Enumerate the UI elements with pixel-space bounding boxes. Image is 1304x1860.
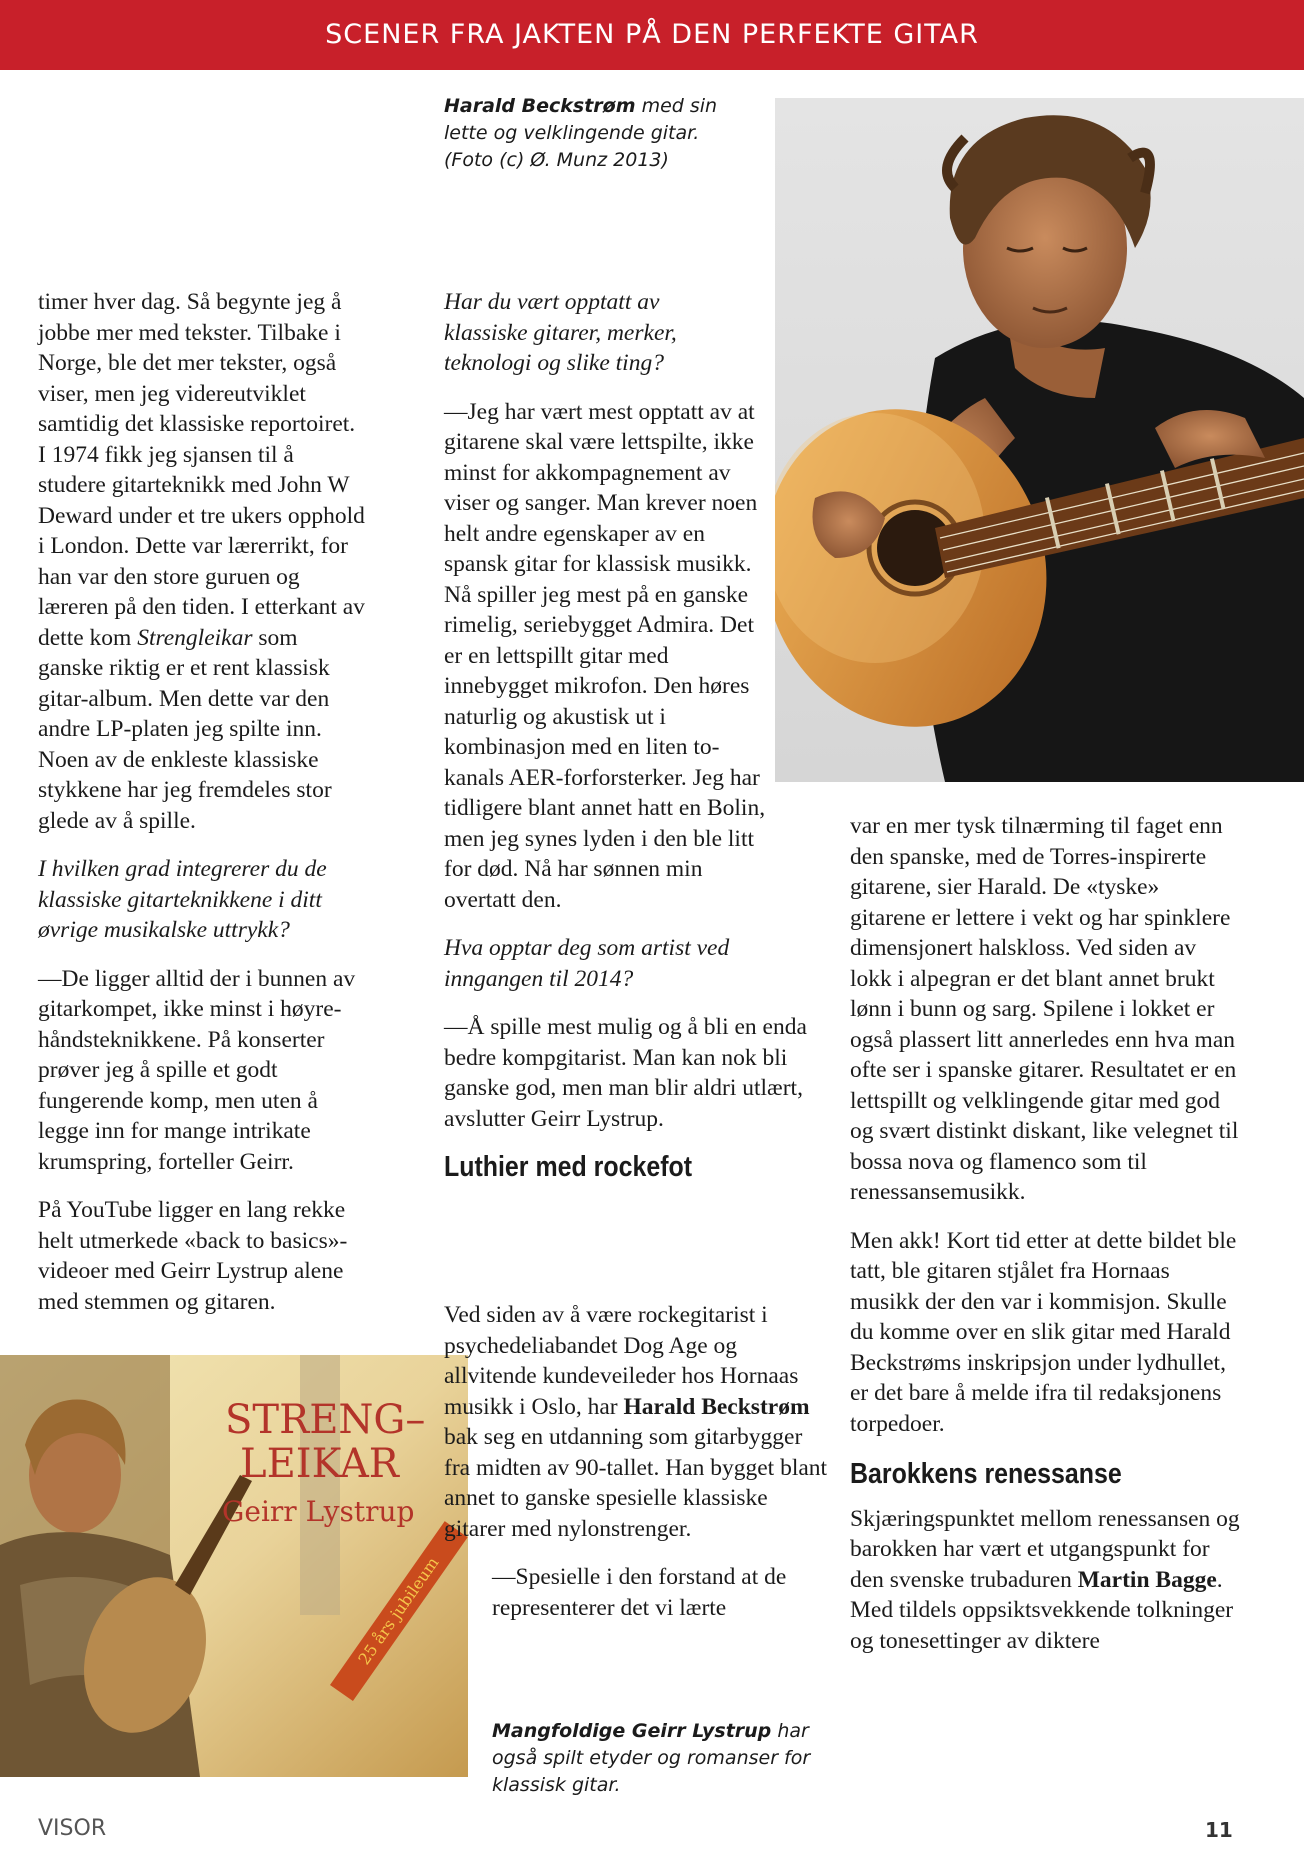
caption-text: lette og velklingende gitar. <box>444 122 700 144</box>
paragraph <box>444 1300 828 1544</box>
caption-text: med sin <box>635 95 718 117</box>
album-title-1: STRENG– <box>225 1397 426 1443</box>
text-span: Ved siden av å være rockegitarist i psychedeliabandet Dog Age og allvitende kundeveileder hos Hornaas musikk i Oslo, har <box>444 1302 799 1420</box>
paragraph: Men akk! Kort tid etter at dette bildet ble tatt, ble gitaren stjålet fra Hornaas musikk der den var i kommisjon. Skulle du komme over en slik gitar med Harald Beckstrøms inskripsjon under lydhullet, er det bare å melde ifra til redaksjonens torpedoer. <box>850 1227 1237 1437</box>
section-heading: Luthier med rockefot <box>444 1151 693 1183</box>
magazine-name: VISOR <box>38 1816 107 1841</box>
column-1 <box>38 287 366 1335</box>
paragraph: var en mer tysk tilnærming til faget enn den spanske, med de Torres-inspirerte gitarene, sier Harald. De «tyske» gitarene er lettere i vekt og har spinklere dimensjonert halskloss. Ved siden av lokk i alpegran er det blant annet brukt lønn i bunn og sarg. Spilene i lokket er også plassert litt annerledes enn hva man ofte ser i spanske gitarer. Resultatet er en lettspillt og velklingende gitar med god og svært distinkt diskant, like velegnet til bossa nova og flamenco som til renessansemusikk. <box>850 813 1239 1205</box>
guitarist-photo <box>775 98 1304 782</box>
paragraph: —De ligger alltid der i bunnen av gitarkompet, ikke minst i høyre-håndsteknikkene. På konserter prøver jeg å spille et godt fungerende komp, men uten å legge inn for mange intrikate krumspring, forteller Geirr. <box>38 965 356 1175</box>
caption-name: Mangfoldige Geirr Lystrup <box>492 1720 772 1742</box>
album-title-2: LEIKAR <box>240 1441 399 1487</box>
text-span: bak seg en utdanning som gitarbygger fra midten av 90-tallet. Han bygget blant annet to ganske spesielle klassiske gitarer med nylonstrenger. <box>444 1424 828 1542</box>
column-2-continued <box>444 1300 828 1641</box>
album-caption <box>492 1718 832 1799</box>
caption-name: Harald Beckstrøm <box>444 95 636 117</box>
paragraph: —Jeg har vært mest opptatt av at gitarene skal være lettspilte, ikke minst for akkompagnement av viser og sanger. Man krever noen helt andre egenskaper av en spansk gitar for klassisk musikk. Nå spiller jeg mest på en ganske rimelig, seriebygget Admira. Det er en lettspillt gitar med innebygget mikrofon. Den høres naturlig og akustisk ut i kombinasjon med en liten to-kanals AER-forforsterker. Jeg har tidligere blant annet hatt en Bolin, men jeg synes lyden i den ble litt for død. Nå har sønnen min overtatt den. <box>444 398 766 913</box>
text-span: timer hver dag. Så begynte jeg å jobbe mer med tekster. Tilbake i Norge, ble det mer tekster, også viser, men jeg videreutviklet samtidig det klassiske reportoiret. I 1974 fikk jeg sjansen til å studere gitarteknikk med John W Deward under et tre ukers opphold i London. Dette var lærerrikt, for han var den store guruen og læreren på den tiden. I etterkant av dette kom <box>38 289 365 651</box>
column-2 <box>444 287 828 1193</box>
section-title: SCENER FRA JAKTEN PÅ DEN PERFEKTE GITAR <box>325 19 979 50</box>
section-heading: Barokkens renessanse <box>850 1458 1122 1490</box>
person-name: Martin Bagge <box>1077 1566 1217 1593</box>
anniversary-ribbon: 25 års jubileum <box>330 1521 468 1701</box>
text-span: Skjæringspunktet mellom renessansen og barokken har vært et utgangspunkt for den svenske trubaduren <box>850 1505 1240 1593</box>
paragraph: På YouTube ligger en lang rekke helt utmerkede «back to basics»-videoer med Geirr Lystrup alene med stemmen og gitaren. <box>38 1197 348 1315</box>
paragraph <box>38 287 366 836</box>
photo-caption <box>444 93 764 174</box>
person-name: Harald Beckstrøm <box>623 1393 810 1420</box>
interview-question: I hvilken grad integrerer du de klassiske gitarteknikkene i ditt øvrige musikalske uttrykk? <box>38 856 327 943</box>
caption-text: har også spilt etyder og romanser for klassisk gitar. <box>492 1720 811 1796</box>
paragraph: —Å spille mest mulig og å bli en enda bedre kompgitarist. Man kan nok bli ganske god, men man blir aldri utlært, avslutter Geirr Lystrup. <box>444 1014 807 1132</box>
column-3 <box>850 811 1240 1674</box>
album-artist: Geirr Lystrup <box>222 1495 415 1528</box>
interview-question: Hva opptar deg som artist ved inngangen til 2014? <box>444 935 730 992</box>
album-cover <box>0 1355 468 1777</box>
paragraph <box>850 1504 1240 1657</box>
interview-question: Har du vært opptatt av klassiske gitarer, merker, teknologi og slike ting? <box>444 289 677 376</box>
caption-credit: (Foto (c) Ø. Munz 2013) <box>444 149 669 171</box>
page-number: 11 <box>1205 1818 1233 1842</box>
text-span: . Med tildels oppsiktsvekkende tolkninger og tonesettinger av diktere <box>850 1566 1234 1654</box>
paragraph: —Spesielle i den forstand at de representerer det vi lærte <box>492 1564 787 1621</box>
text-span: som ganske riktig er et rent klassisk gitar-album. Men dette var den andre LP-platen jeg spilte inn. Noen av de enkleste klassiske stykkene har jeg fremdeles stor glede av å spille. <box>38 624 332 834</box>
album-title: Strengleikar <box>137 624 253 651</box>
